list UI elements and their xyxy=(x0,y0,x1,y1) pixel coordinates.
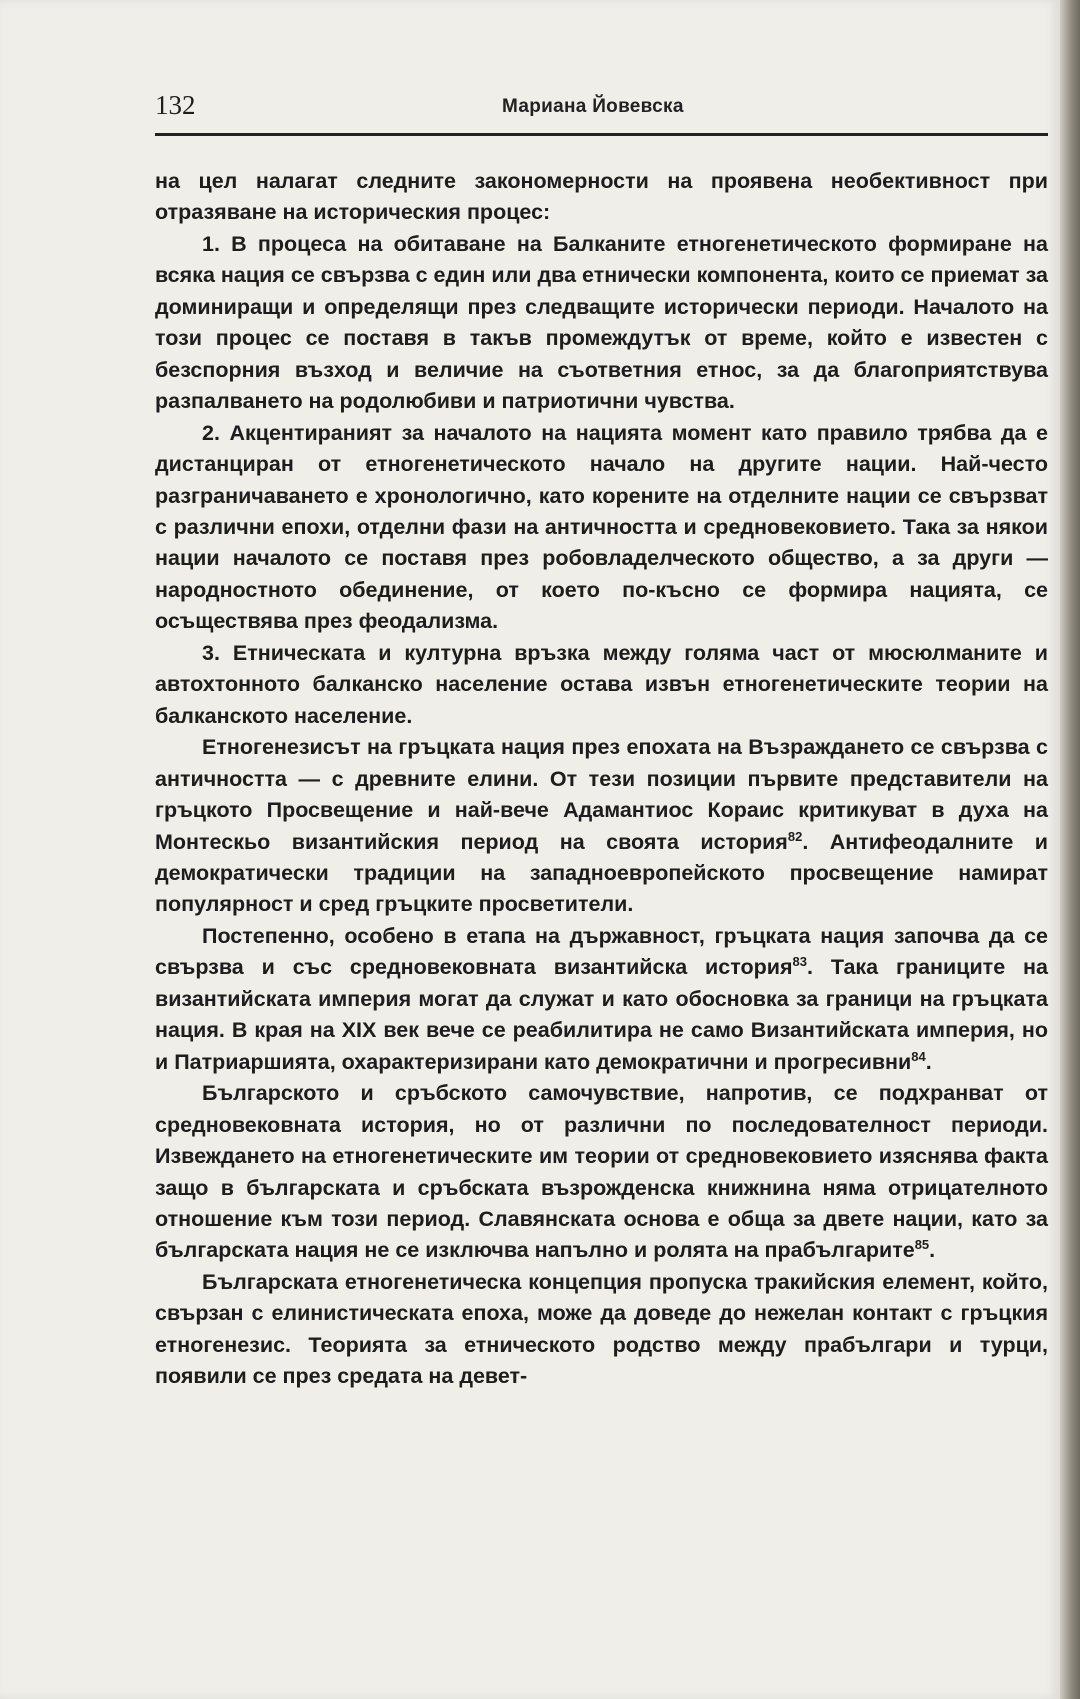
body-text xyxy=(155,166,1048,1393)
book-spine-shadow xyxy=(1060,0,1080,1699)
header-rule xyxy=(155,133,1048,136)
paragraph-text: Постепенно, особено в етапа на държавност, гръцката нация започва да се свързва и със средновековната византийска история xyxy=(155,923,1048,980)
paragraph xyxy=(155,1267,1048,1393)
page-header xyxy=(155,84,1045,134)
paragraph xyxy=(155,166,1048,229)
paragraph xyxy=(155,418,1048,638)
page-number: 132 xyxy=(155,90,196,120)
paragraph-text: . Така границите на византийската империя могат да служат и като обосновка за граници на гръцката нация. В края на XIX век вече се реабилитира не само Византийската империя, но и Патриаршията, охарактеризирани като демократични и прогресивни xyxy=(155,955,1048,1074)
paragraph xyxy=(155,921,1048,1078)
paragraph-text: Българската етногенетическа концепция пропуска тракийския елемент, който, свързан с елинистическата епоха, може да доведе до нежелан контакт с гръцкия етногенезис. Теорията за етническото родство между прабългари и турци, появили се през средата на девет- xyxy=(155,1269,1048,1389)
paragraph-text: Етногенезисът на гръцката нация през епохата на Възраждането се свързва с античността — с древните елини. От тези позиции първите представители на гръцкото Просвещение и най-вече Адамантиос Кораис критикуват в духа на Монтескьо византийския период на своята история xyxy=(155,735,1048,854)
paragraph-text: 2. Акцентираният за началото на нацията момент като правило трябва да е дистанциран от етногенетическото начало на другите нации. Най-често разграничаването е хронологично, като корените на отделните нации се свързват с различни епохи, отделни фази на античността и средновековието. Така за някои нации началото се поставя през робовладелческото общество, а за други — народностното обединение, от което по-късно се формира нацията, се осъществява през феодализма. xyxy=(155,420,1048,634)
paragraph-text: 1. В процеса на обитаване на Балканите етногенетическото формиране на всяка нация се свързва с един или два етнически компонента, които се приемат за доминиращи и определящи през следващите исторически периоди. Началото на този процес се поставя в такъв промеждутък от време, който е известен с безспорния възход и величие на съответния етнос, за да благоприятствува разпалването на родолюбиви и патриотични чувства. xyxy=(155,231,1048,414)
paragraph-text: Българското и сръбското самочувствие, напротив, се подхранват от средновековната история, но от различни по последователност периоди. Извеждането на етногенетическите им теории от средновековието изяснява факта защо в българската и сръбската възрожденска книжнина няма отрицателното отношение към този период. Славянската основа е обща за двете нации, като за българската нация не се изключва напълно и ролята на прабългарите xyxy=(155,1081,1048,1263)
footnote-ref-85: 85 xyxy=(914,1237,930,1253)
footnote-ref-84: 84 xyxy=(911,1048,926,1064)
paragraph-text: 3. Етническата и културна връзка между голяма част от мюсюлманите и автохтонното балканско население остава извън етногенетическите теории на балканското население. xyxy=(155,640,1048,728)
paragraph-text: на цел налагат следните закономерности на проявена необективност при отразяване на историческия процес: xyxy=(155,169,1048,225)
paragraph xyxy=(155,638,1048,732)
footnote-ref-82: 82 xyxy=(787,828,803,844)
paragraph-text: . xyxy=(929,1238,936,1263)
paragraph xyxy=(155,229,1048,418)
running-head-author: Мариана Йовевска xyxy=(502,96,684,117)
footnote-ref-83: 83 xyxy=(792,954,807,970)
paragraph-text: . Антифеодалните и демократически традиции на западноевропейското просвещение намират популярност и сред гръцките просветители. xyxy=(155,829,1048,917)
paragraph xyxy=(155,1078,1048,1267)
paragraph xyxy=(155,732,1048,921)
paragraph-text: . xyxy=(925,1049,932,1074)
